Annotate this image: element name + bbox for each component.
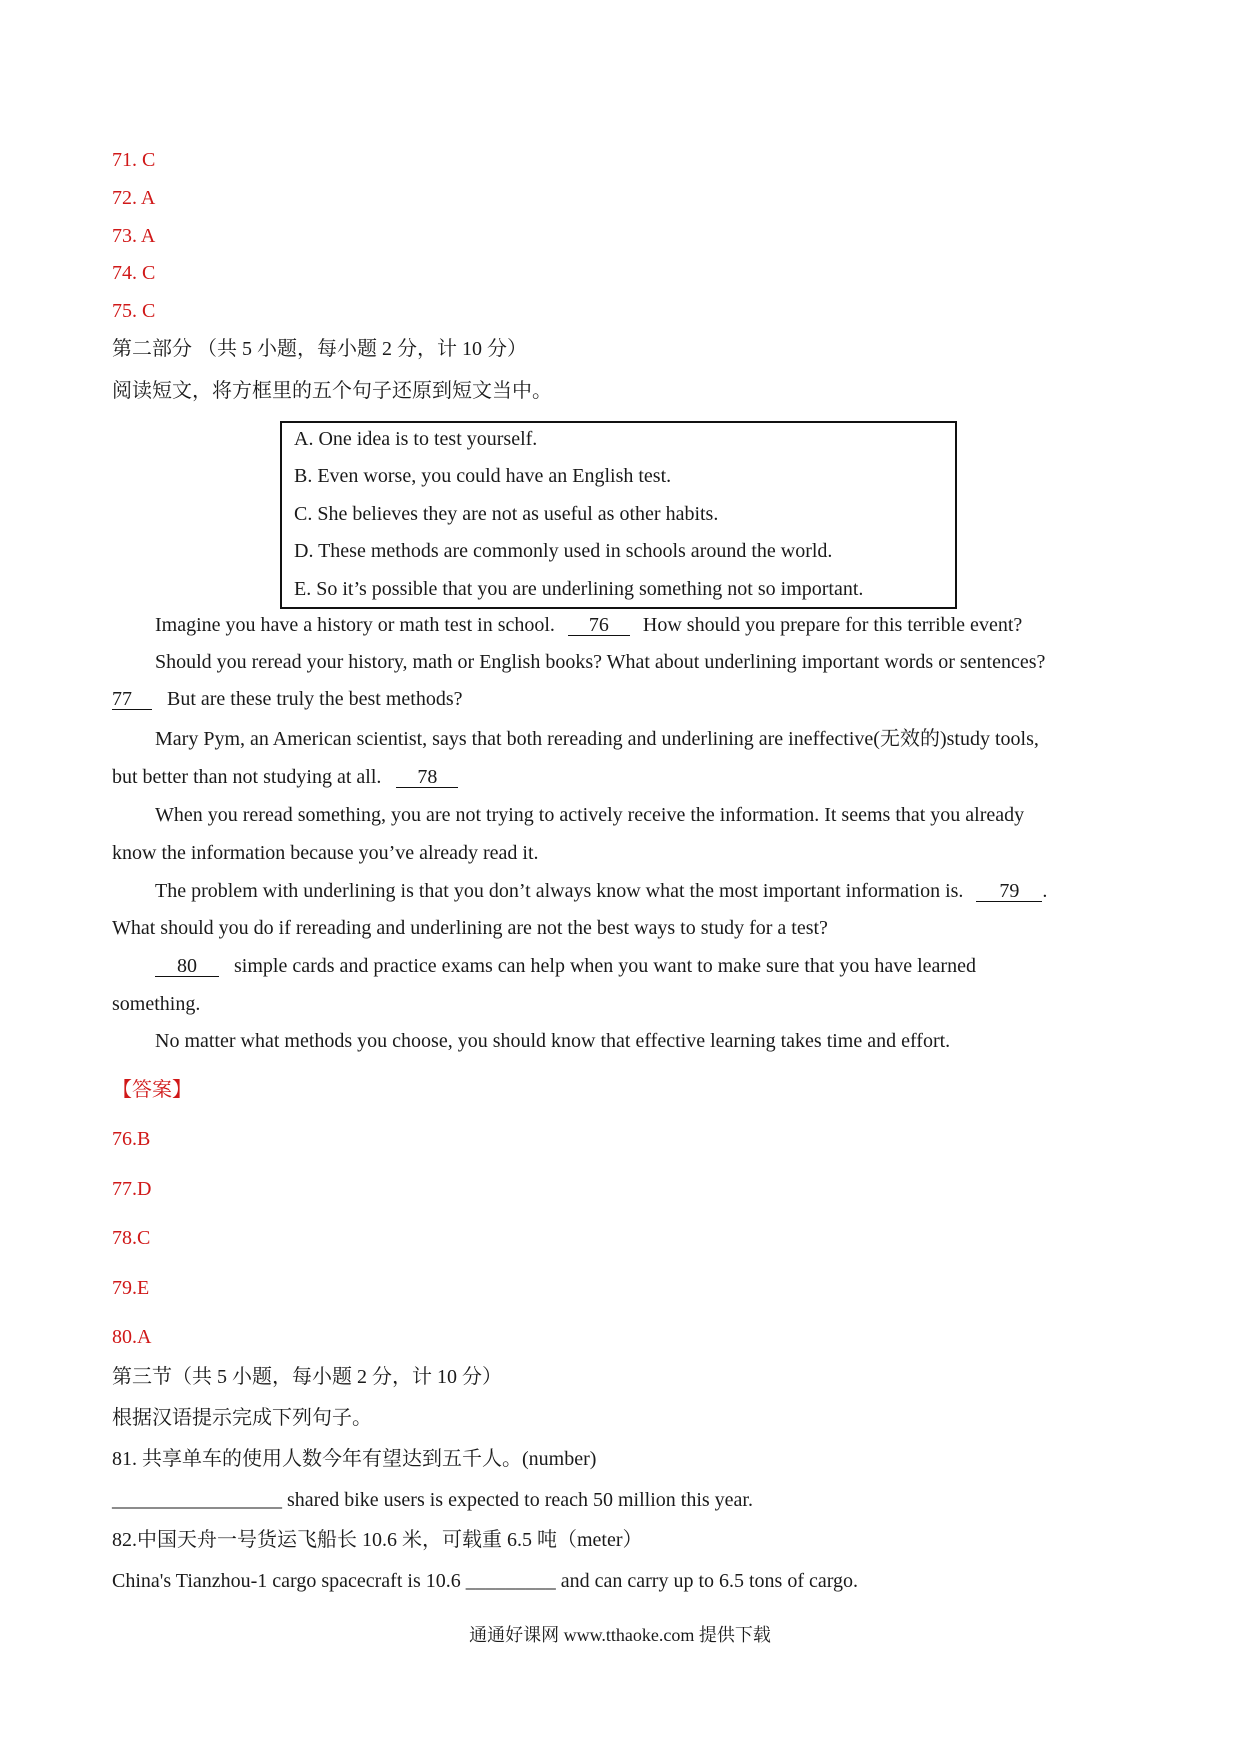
option-a: A. One idea is to test yourself. bbox=[294, 428, 538, 450]
passage-text: The problem with underlining is that you don’t always know what the most important information is. bbox=[155, 880, 964, 902]
passage-line-9: What should you do if rereading and underlining are not the best ways to study for a test? bbox=[112, 917, 828, 939]
option-b: B. Even worse, you could have an English test. bbox=[294, 465, 672, 487]
part2-heading: 第二部分 （共 5 小题，每小题 2 分，计 10 分） bbox=[112, 338, 527, 360]
question-text: shared bike users is expected to reach 50 million this year. bbox=[287, 1489, 753, 1511]
passage-line-8 bbox=[155, 879, 1047, 903]
blank-79: 79 bbox=[976, 881, 1042, 902]
answer-79: 79.E bbox=[112, 1277, 150, 1299]
answer-label: 【答案】 bbox=[112, 1079, 192, 1101]
passage-line-6: When you reread something, you are not trying to actively receive the information. It seems that you already bbox=[155, 804, 1025, 826]
question-text: China's Tianzhou-1 cargo spacecraft is 10.6 bbox=[112, 1570, 461, 1592]
passage-line-12: No matter what methods you choose, you should know that effective learning takes time and effort. bbox=[155, 1030, 951, 1052]
answer-76: 76.B bbox=[112, 1128, 151, 1150]
part3-heading: 第三节（共 5 小题，每小题 2 分，计 10 分） bbox=[112, 1366, 502, 1388]
answer-77: 77.D bbox=[112, 1178, 152, 1200]
blank-77: 77 bbox=[112, 689, 152, 710]
passage-text: . bbox=[1042, 880, 1048, 902]
passage-text: Imagine you have a history or math test in school. bbox=[155, 614, 555, 636]
page-footer: 通通好课网 www.tthaoke.com 提供下载 bbox=[469, 1625, 771, 1645]
passage-text: simple cards and practice exams can help when you want to make sure that you have learned bbox=[234, 955, 976, 977]
options-box bbox=[280, 421, 957, 609]
blank-82: _________ bbox=[465, 1570, 556, 1592]
option-e: E. So it’s possible that you are underlining something not so important. bbox=[294, 578, 864, 600]
passage-text: But are these truly the best methods? bbox=[167, 688, 463, 710]
passage-line-7: know the information because you’ve already read it. bbox=[112, 842, 539, 864]
passage-line-3 bbox=[112, 687, 462, 711]
answer-71: 71. C bbox=[112, 149, 156, 171]
passage-line-5 bbox=[112, 765, 458, 789]
option-c: C. She believes they are not as useful as other habits. bbox=[294, 503, 719, 525]
answer-75: 75. C bbox=[112, 300, 156, 322]
question-text: and can carry up to 6.5 tons of cargo. bbox=[560, 1570, 859, 1592]
answer-78: 78.C bbox=[112, 1227, 151, 1249]
passage-line-1 bbox=[155, 613, 1022, 637]
passage-line-2: Should you reread your history, math or English books? What about underlining important words or sentences? bbox=[155, 651, 1046, 673]
passage-line-10 bbox=[155, 954, 976, 978]
option-d: D. These methods are commonly used in schools around the world. bbox=[294, 540, 833, 562]
answer-73: 73. A bbox=[112, 225, 156, 247]
passage-line-11: something. bbox=[112, 993, 201, 1015]
question-81-chinese: 81. 共享单车的使用人数今年有望达到五千人。(number) bbox=[112, 1448, 597, 1470]
question-82-english bbox=[112, 1569, 858, 1593]
answer-80: 80.A bbox=[112, 1326, 152, 1348]
blank-81: _________________ bbox=[112, 1489, 282, 1511]
answer-72: 72. A bbox=[112, 187, 156, 209]
blank-80: 80 bbox=[155, 956, 219, 977]
part3-instruction: 根据汉语提示完成下列句子。 bbox=[112, 1407, 372, 1429]
question-81-english bbox=[112, 1488, 753, 1512]
blank-78: 78 bbox=[396, 767, 458, 788]
passage-text: How should you prepare for this terrible event? bbox=[642, 614, 1023, 636]
part2-instruction: 阅读短文，将方框里的五个句子还原到短文当中。 bbox=[112, 380, 552, 402]
question-82-chinese: 82.中国天舟一号货运飞船长 10.6 米，可载重 6.5 吨（meter） bbox=[112, 1529, 643, 1551]
passage-text: but better than not studying at all. bbox=[112, 766, 382, 788]
blank-76: 76 bbox=[568, 615, 630, 636]
passage-line-4: Mary Pym, an American scientist, says that both rereading and underlining are ineffective(无效的)study tools, bbox=[155, 728, 1039, 750]
answer-74: 74. C bbox=[112, 262, 156, 284]
